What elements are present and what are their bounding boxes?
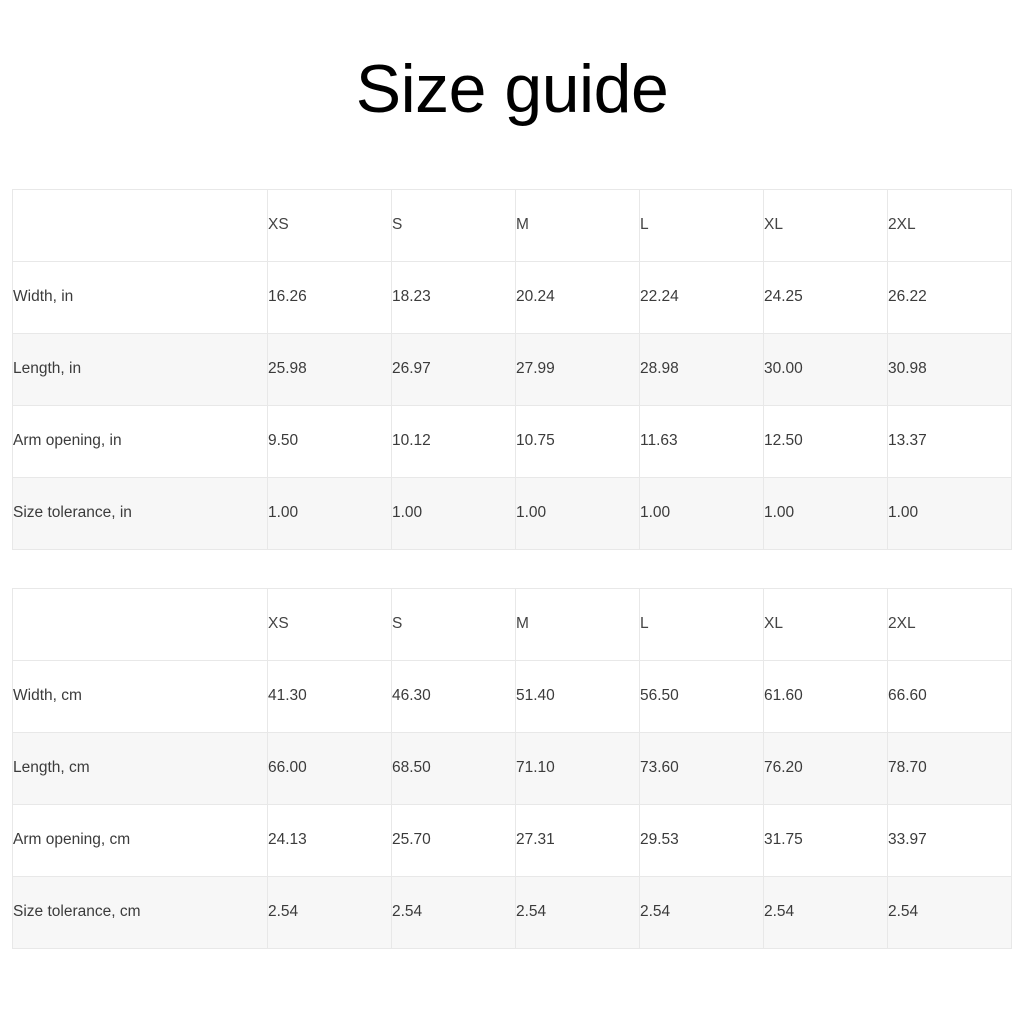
size-tables xyxy=(0,189,1024,949)
table-row xyxy=(13,405,1012,477)
cell-value: 1.00 xyxy=(268,477,392,549)
table-header-row xyxy=(13,189,1012,261)
cell-value: 66.60 xyxy=(888,660,1012,732)
cell-value: 27.99 xyxy=(516,333,640,405)
cell-value: 26.22 xyxy=(888,261,1012,333)
cell-value: 66.00 xyxy=(268,732,392,804)
row-label: Size tolerance, in xyxy=(13,477,268,549)
header-cell-xs: XS xyxy=(268,588,392,660)
row-label: Arm opening, in xyxy=(13,405,268,477)
cell-value: 10.12 xyxy=(392,405,516,477)
cell-value: 78.70 xyxy=(888,732,1012,804)
cell-value: 9.50 xyxy=(268,405,392,477)
cell-value: 41.30 xyxy=(268,660,392,732)
cell-value: 18.23 xyxy=(392,261,516,333)
row-label: Width, cm xyxy=(13,660,268,732)
cell-value: 51.40 xyxy=(516,660,640,732)
cell-value: 26.97 xyxy=(392,333,516,405)
cell-value: 56.50 xyxy=(640,660,764,732)
cell-value: 2.54 xyxy=(888,876,1012,948)
cell-value: 33.97 xyxy=(888,804,1012,876)
cell-value: 11.63 xyxy=(640,405,764,477)
header-cell-xl: XL xyxy=(764,588,888,660)
cell-value: 76.20 xyxy=(764,732,888,804)
header-cell-blank xyxy=(13,588,268,660)
cell-value: 1.00 xyxy=(764,477,888,549)
header-cell-l: L xyxy=(640,189,764,261)
cell-value: 1.00 xyxy=(392,477,516,549)
cell-value: 24.25 xyxy=(764,261,888,333)
page-title: Size guide xyxy=(355,51,669,127)
cell-value: 10.75 xyxy=(516,405,640,477)
row-label: Size tolerance, cm xyxy=(13,876,268,948)
cell-value: 2.54 xyxy=(640,876,764,948)
cell-value: 27.31 xyxy=(516,804,640,876)
header-cell-xl: XL xyxy=(764,189,888,261)
cell-value: 25.70 xyxy=(392,804,516,876)
cell-value: 24.13 xyxy=(268,804,392,876)
cell-value: 29.53 xyxy=(640,804,764,876)
table-row xyxy=(13,804,1012,876)
cell-value: 1.00 xyxy=(516,477,640,549)
header-cell-s: S xyxy=(392,189,516,261)
cell-value: 13.37 xyxy=(888,405,1012,477)
header-cell-l: L xyxy=(640,588,764,660)
size-table-centimeters xyxy=(12,588,1012,949)
row-label: Width, in xyxy=(13,261,268,333)
cell-value: 20.24 xyxy=(516,261,640,333)
cell-value: 28.98 xyxy=(640,333,764,405)
table-row xyxy=(13,261,1012,333)
cell-value: 2.54 xyxy=(516,876,640,948)
header-cell-m: M xyxy=(516,588,640,660)
table-row xyxy=(13,732,1012,804)
cell-value: 1.00 xyxy=(888,477,1012,549)
cell-value: 25.98 xyxy=(268,333,392,405)
cell-value: 73.60 xyxy=(640,732,764,804)
table-row xyxy=(13,477,1012,549)
cell-value: 71.10 xyxy=(516,732,640,804)
cell-value: 16.26 xyxy=(268,261,392,333)
table-row xyxy=(13,876,1012,948)
header-cell-xs: XS xyxy=(268,189,392,261)
cell-value: 22.24 xyxy=(640,261,764,333)
cell-value: 2.54 xyxy=(764,876,888,948)
cell-value: 61.60 xyxy=(764,660,888,732)
cell-value: 46.30 xyxy=(392,660,516,732)
size-table-inches xyxy=(12,189,1012,550)
cell-value: 2.54 xyxy=(392,876,516,948)
header-cell-m: M xyxy=(516,189,640,261)
row-label: Arm opening, cm xyxy=(13,804,268,876)
header-cell-blank xyxy=(13,189,268,261)
cell-value: 30.00 xyxy=(764,333,888,405)
header-cell-2xl: 2XL xyxy=(888,189,1012,261)
cell-value: 2.54 xyxy=(268,876,392,948)
cell-value: 68.50 xyxy=(392,732,516,804)
table-row xyxy=(13,333,1012,405)
row-label: Length, cm xyxy=(13,732,268,804)
cell-value: 31.75 xyxy=(764,804,888,876)
cell-value: 30.98 xyxy=(888,333,1012,405)
table-header-row xyxy=(13,588,1012,660)
header-cell-s: S xyxy=(392,588,516,660)
table-row xyxy=(13,660,1012,732)
header-cell-2xl: 2XL xyxy=(888,588,1012,660)
cell-value: 12.50 xyxy=(764,405,888,477)
cell-value: 1.00 xyxy=(640,477,764,549)
row-label: Length, in xyxy=(13,333,268,405)
